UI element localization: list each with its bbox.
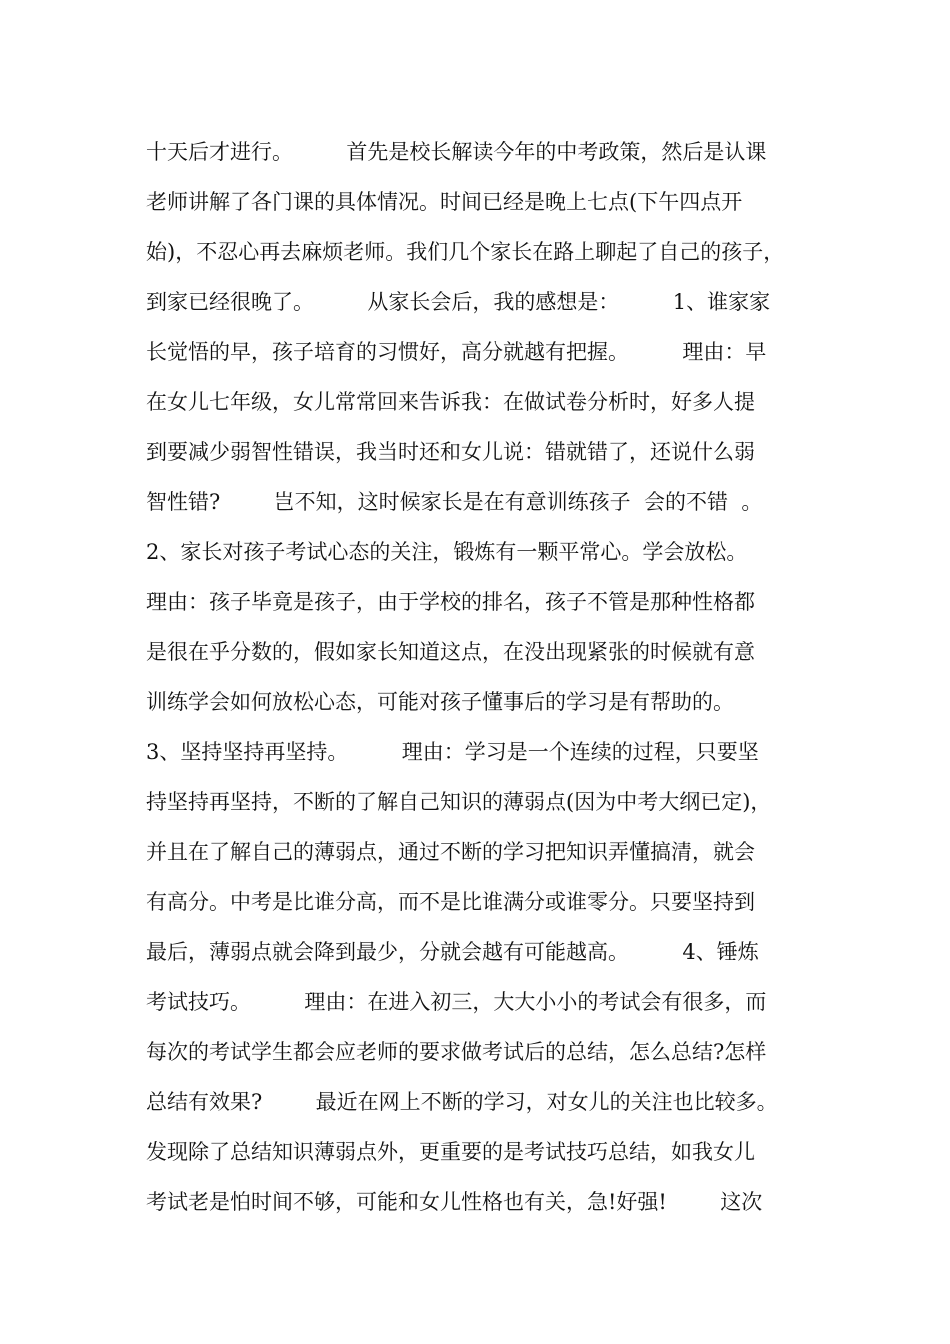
text-line: 十天后才进行。 首先是校长解读今年的中考政策，然后是认课	[146, 140, 767, 164]
text-line: 考试技巧。 理由：在进入初三，大大小小的考试会有很多，而	[146, 990, 767, 1014]
text-line: 长觉悟的早，孩子培育的习惯好，高分就越有把握。 理由：早	[146, 340, 767, 364]
text-line: 发现除了总结知识薄弱点外，更重要的是考试技巧总结，如我女儿	[146, 1140, 755, 1164]
text-line: 并且在了解自己的薄弱点，通过不断的学习把知识弄懂搞清，就会	[146, 840, 755, 864]
text-line: 每次的考试学生都会应老师的要求做考试后的总结，怎么总结?怎样	[146, 1040, 767, 1064]
text-line: 到要减少弱智性错误，我当时还和女儿说：错就错了，还说什么弱	[146, 440, 755, 464]
text-line: 老师讲解了各门课的具体情况。时间已经是晚上七点(下午四点开	[146, 190, 743, 214]
text-line: 在女儿七年级，女儿常常回来告诉我：在做试卷分析时，好多人提	[146, 390, 755, 414]
text-line: 到家已经很晚了。 从家长会后，我的感想是： 1、谁家家	[146, 290, 771, 314]
text-line: 是很在乎分数的，假如家长知道这点，在没出现紧张的时候就有意	[146, 640, 755, 664]
text-line: 2、家长对孩子考试心态的关注，锻炼有一颗平常心。学会放松。	[146, 540, 748, 564]
body-text	[146, 132, 846, 1232]
text-line: 训练学会如何放松心态，可能对孩子懂事后的学习是有帮助的。	[146, 690, 734, 714]
text-line: 考试老是怕时间不够，可能和女儿性格也有关，急!好强! 这次	[146, 1190, 763, 1214]
text-line: 有高分。中考是比谁分高，而不是比谁满分或谁零分。只要坚持到	[146, 890, 755, 914]
text-line: 总结有效果? 最近在网上不断的学习，对女儿的关注也比较多。	[146, 1090, 778, 1114]
text-line: 理由：孩子毕竟是孩子，由于学校的排名，孩子不管是那种性格都	[146, 590, 755, 614]
text-line: 最后，薄弱点就会降到最少，分就会越有可能越高。 4、锤炼	[146, 940, 759, 964]
text-line: 3、坚持坚持再坚持。 理由：学习是一个连续的过程，只要坚	[146, 740, 759, 764]
text-line: 始)，不忍心再去麻烦老师。我们几个家长在路上聊起了自己的孩子，	[146, 240, 785, 264]
text-line: 智性错? 岂不知，这时候家长是在有意训练孩子 会的不错 。	[146, 490, 763, 514]
text-line: 持坚持再坚持，不断的了解自己知识的薄弱点(因为中考大纲已定)，	[146, 790, 772, 814]
